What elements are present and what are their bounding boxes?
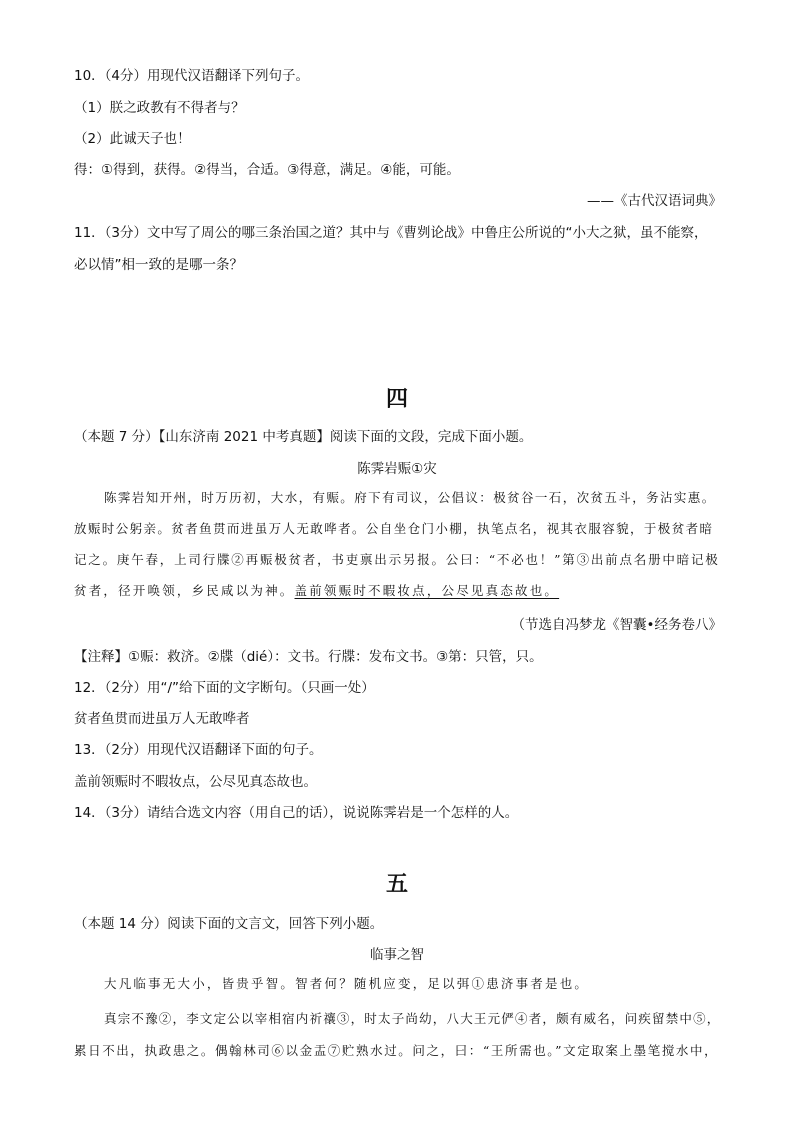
section-4-title: 陈霁岩赈①灾	[357, 461, 437, 477]
q10-stem: 10．（4分）用现代汉语翻译下列句子。	[74, 68, 310, 84]
section-4-intro: （本题 7 分）【山东济南 2021 中考真题】阅读下面的文段，完成下面小题。	[74, 429, 533, 445]
passage-line: 陈霁岩知开州，时万历初，大水，有赈。府下有司议，公倡议：极贫谷一石，次贫五斗，务沾实惠。	[104, 490, 716, 505]
q10-dictionary-note: 得：①得到，获得。②得当，合适。③得意，满足。④能，可能。	[74, 162, 460, 178]
q10-source: ——《古代汉语词典》	[587, 193, 722, 209]
passage-line: 放赈时公躬亲。贫者鱼贯而进虽万人无敢哗者。公自坐仓门小棚，执笔点名，视其衣服容貌，于极贫者暗	[74, 521, 714, 536]
q11-line-1: 11．（3分）文中写了周公的哪三条治国之道？其中与《曹刿论战》中鲁庄公所说的“小大之狱，虽不能察，	[74, 225, 708, 241]
section-5-title: 临事之智	[370, 947, 424, 963]
q11-line-2: 必以情”相一致的是哪一条？	[74, 257, 243, 273]
section-4-heading: 四	[385, 386, 408, 412]
q13-stem: 13．（2分）用现代汉语翻译下面的句子。	[74, 742, 323, 758]
passage-text: 贫者，径开唤领，乡民咸以为神。	[74, 583, 295, 598]
section-5-heading: 五	[385, 871, 408, 897]
passage-line: 累日不出，执政患之。偶翰林司⑥以金盂⑦贮熟水过。问之，曰：“王所需也。”文定取案上墨笔搅水中，	[74, 1043, 719, 1058]
section-5-intro: （本题 14 分）阅读下面的文言文，回答下列小题。	[74, 916, 384, 932]
q10-sentence-1: （1）朕之政教有不得者与？	[74, 100, 245, 116]
q10-sentence-2: （2）此诚天子也！	[74, 131, 191, 147]
annotation: 【注释】①赈：救济。②牒（dié）：文书。行牒：发布文书。③第：只管，只。	[74, 649, 543, 665]
q13-text: 盖前领赈时不暇妆点，公尽见真态故也。	[74, 774, 317, 790]
passage-line	[74, 582, 559, 600]
section-4-source: （节选自冯梦龙《智囊•经务卷八》	[511, 617, 722, 633]
q12-stem: 12．（2分）用“/”给下面的文字断句。（只画一处）	[74, 680, 375, 696]
passage-line: 大凡临事无大小，皆贵乎智。智者何？随机应变，足以弭①患济事者是也。	[104, 976, 590, 991]
q14-stem: 14．（3分）请结合选文内容（用自己的话），说说陈霁岩是一个怎样的人。	[74, 805, 519, 821]
underlined-sentence: 盖前领赈时不暇妆点，公尽见真态故也。	[294, 583, 560, 598]
passage-line: 记之。庚午春，上司行牒②再赈极贫者，书吏禀出示另报。公曰：“不必也！”第③出前点名册中暗记极	[74, 552, 720, 567]
passage-line: 真宗不豫②，李文定公以宰相宿内祈禳③，时太子尚幼，八大王元俨④者，颇有威名，问疾留禁中⑤，	[104, 1011, 721, 1026]
q12-text: 贫者鱼贯而进虽万人无敢哗者	[74, 711, 250, 727]
